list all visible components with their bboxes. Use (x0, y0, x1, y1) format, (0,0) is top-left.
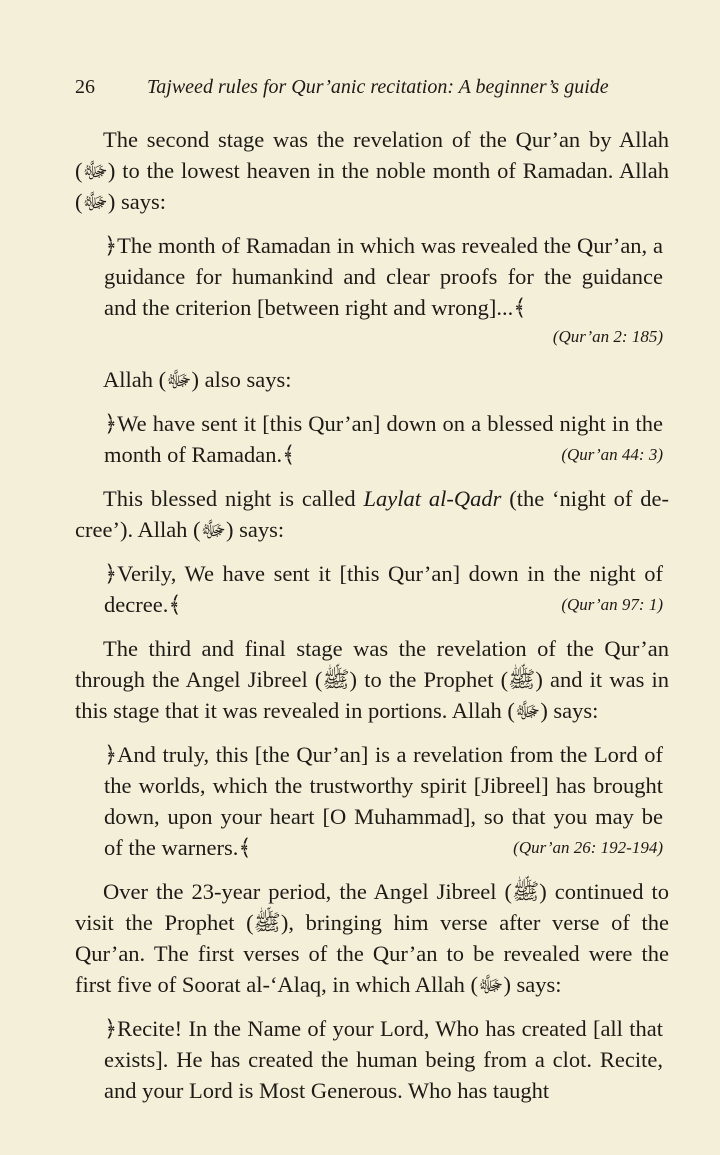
quote-text-3: ﴿Verily, We have sent it [this Qur’an] down in the night of decree.﴾ (104, 561, 663, 617)
quote-block-2 (104, 408, 663, 470)
page-body (75, 124, 669, 1119)
quote-text-2: ﴿We have sent it [this Qur’an] down on a blessed night in the month of Ramadan.﴾ (104, 411, 663, 467)
page-number: 26 (75, 76, 95, 98)
paragraph-3-before: This blessed night is called (103, 486, 364, 511)
quote-reference-3: (Qur’an 97: 1) (561, 595, 663, 614)
paragraph-3 (75, 483, 669, 545)
paragraph-5: Over the 23-year period, the Angel Jibreel (ﷺ) continued to visit the Prophet (ﷺ), bringing him verse after verse of the Qur’an. The first verses of the Qur’an to be revealed were the first five of Soorat al-‘Alaq, in which Allah (ﷻ) says: (75, 879, 670, 997)
paragraph-1: The second stage was the revelation of the Qur’an by Allah (ﷻ) to the lowest heaven in the noble month of Ramadan. Allah (ﷻ) says: (75, 127, 669, 214)
running-title: Tajweed rules for Qur’anic recitation: A beginner’s guide (147, 76, 609, 98)
term-laylat-al-qadr: Laylat al-Qadr (363, 486, 502, 511)
quote-text-4: ﴿And truly, this [the Qur’an] is a revelation from the Lord of the worlds, which the trustworthy spirit [Jibreel] has brought down, upon your heart [O Muhammad], so that you may be of the warners.﴾ (104, 742, 663, 860)
quote-reference-2: (Qur’an 44: 3) (561, 445, 663, 464)
quote-text-5: ﴿Recite! In the Name of your Lord, Who has created [all that exists]. He has created the human being from a clot. Recite, and your Lord is Most Generous. Who has taught (104, 1016, 663, 1103)
quote-text-1: ﴿The month of Ramadan in which was revealed the Qur’an, a guidance for humankind and clear proofs for the guidance and the criterion [between right and wrong]...﴾ (104, 233, 663, 320)
quote-reference-1: (Qur’an 2: 185) (552, 327, 663, 346)
paragraph-3-after: (the ‘night of de-cree’). Allah (ﷻ) says: (75, 486, 669, 542)
quote-reference-4: (Qur’an 26: 192-194) (513, 838, 663, 857)
quote-block-4 (104, 739, 663, 863)
paragraph-4: The third and final stage was the revelation of the Qur’an through the Angel Jibreel (ﷺ) to the Prophet (ﷺ) and it was in this stage that it was revealed in portions. Allah (ﷻ) says: (75, 636, 669, 723)
quote-block-5 (104, 1013, 663, 1106)
quote-block-3 (104, 558, 663, 620)
quote-block-1 (104, 230, 663, 351)
paragraph-2: Allah (ﷻ) also says: (103, 367, 292, 392)
running-header (75, 74, 655, 100)
